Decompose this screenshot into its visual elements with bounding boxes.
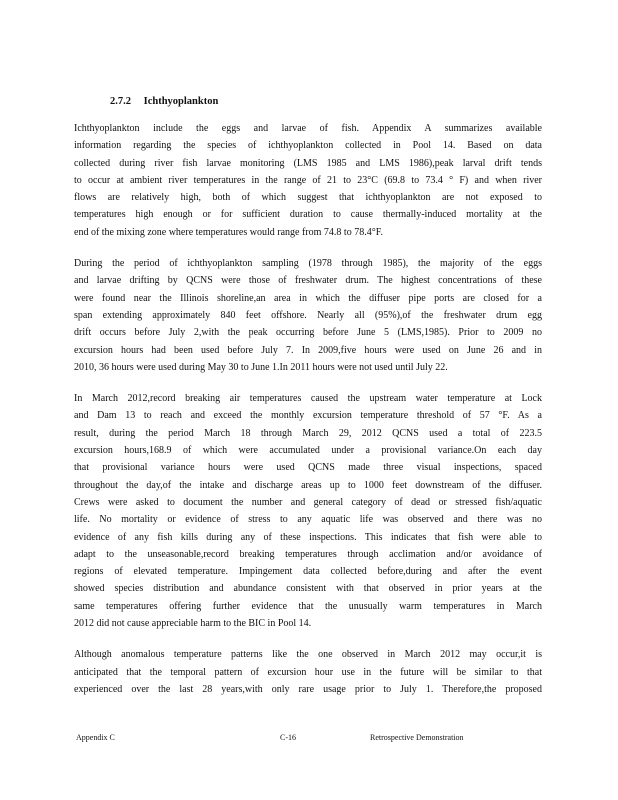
footer-document-title: Retrospective Demonstration bbox=[370, 733, 464, 742]
text-line: 2010, 36 hours were used during May 30 to June 1.In 2011 hours were not used until July 22. bbox=[74, 361, 448, 373]
text-line: that provisional variance hours were used QCNS made three visual inspections, spaced bbox=[74, 462, 542, 474]
text-line: information regarding the species of ichthyoplankton collected in Pool 14. Based on data bbox=[74, 140, 542, 152]
text-line: flows are relatively high, both of which suggest that ichthyoplankton are not exposed to bbox=[74, 192, 542, 204]
text-line: In March 2012,record breaking air temperatures caused the upstream water temperature at Lock bbox=[74, 393, 542, 405]
paragraph-march-2012-event bbox=[74, 390, 542, 632]
text-line: excursion hours had been used before July 7. In 2009,five hours were used on June 26 and in bbox=[74, 344, 542, 356]
paragraph-sampling-period bbox=[74, 255, 542, 376]
text-line: During the period of ichthyoplankton sampling (1978 through 1985), the majority of the eggs bbox=[74, 258, 542, 270]
section-number: 2.7.2 bbox=[110, 96, 131, 107]
text-line: result, during the period March 18 through March 29, 2012 QCNS used a total of 223.5 bbox=[74, 427, 542, 439]
text-line: 2012 did not cause appreciable harm to the BIC in Pool 14. bbox=[74, 618, 312, 630]
footer-page-number: C-16 bbox=[280, 733, 296, 742]
text-line: showed species distribution and abundance consistent with that observed in prior years at the bbox=[74, 583, 542, 595]
text-line: excursion hours,168.9 of which were accumulated under a provisional variance.On each day bbox=[74, 445, 542, 457]
text-line: regions of elevated temperature. Impingement data collected before,during and after the event bbox=[74, 566, 542, 578]
section-title: Ichthyoplankton bbox=[143, 96, 219, 107]
paragraph-future-excursion-use bbox=[74, 646, 542, 698]
text-line: Although anomalous temperature patterns like the one observed in March 2012 may occur,it is bbox=[74, 649, 542, 661]
text-line: Crews were asked to document the number and general category of dead or stressed fish/aquatic bbox=[74, 496, 542, 508]
footer-appendix-label: Appendix C bbox=[76, 733, 115, 742]
text-line: life. No mortality or evidence of stress to any aquatic life was observed and there was no bbox=[74, 514, 542, 526]
text-line: were found near the Illinois shoreline,an area in which the diffuser pipe ports are closed for a bbox=[74, 292, 542, 304]
paragraph-ichthyoplankton-overview bbox=[74, 120, 542, 241]
text-line: end of the mixing zone where temperatures would range from 74.8 to 78.4°F. bbox=[74, 226, 383, 238]
text-line: span extending approximately 840 feet offshore. Nearly all (95%),of the freshwater drum egg bbox=[74, 309, 542, 321]
text-line: temperatures high enough or for sufficient duration to cause thermally-induced mortality at the bbox=[74, 209, 542, 221]
text-line: Ichthyoplankton include the eggs and larvae of fish. Appendix A summarizes available bbox=[74, 123, 542, 134]
text-line: evidence of any fish kills during any of these inspections. This indicates that fish were able to bbox=[74, 531, 542, 543]
text-line: drift occurs before July 2,with the peak occurring before June 5 (LMS,1985). Prior to 2009 no bbox=[74, 327, 542, 339]
text-line: anticipated that the temporal pattern of excursion hour use in the future will be similar to that bbox=[74, 666, 542, 678]
page-footer bbox=[0, 733, 618, 747]
section-heading bbox=[110, 96, 218, 107]
text-line: to occur at ambient river temperatures in the range of 21 to 23°C (69.8 to 73.4 ° F) and when river bbox=[74, 174, 542, 186]
text-line: experienced over the last 28 years,with only rare usage prior to July 1. Therefore,the proposed bbox=[74, 683, 542, 695]
text-line: same temperatures offering further evidence that the unusually warm temperatures in March bbox=[74, 600, 542, 612]
text-line: collected during river fish larvae monitoring (LMS 1985 and LMS 1986),peak larval drift tends bbox=[74, 157, 542, 169]
body-text bbox=[74, 120, 542, 712]
text-line: adapt to the unseasonable,record breaking temperatures through acclimation and/or avoidance of bbox=[74, 548, 542, 560]
text-line: and Dam 13 to reach and exceed the monthly excursion temperature threshold of 57 °F. As a bbox=[74, 410, 542, 422]
text-line: throughout the day,of the intake and discharge areas up to 1000 feet downstream of the diffuser. bbox=[74, 479, 542, 491]
text-line: and larvae drifting by QCNS were those of freshwater drum. The highest concentrations of these bbox=[74, 275, 542, 287]
